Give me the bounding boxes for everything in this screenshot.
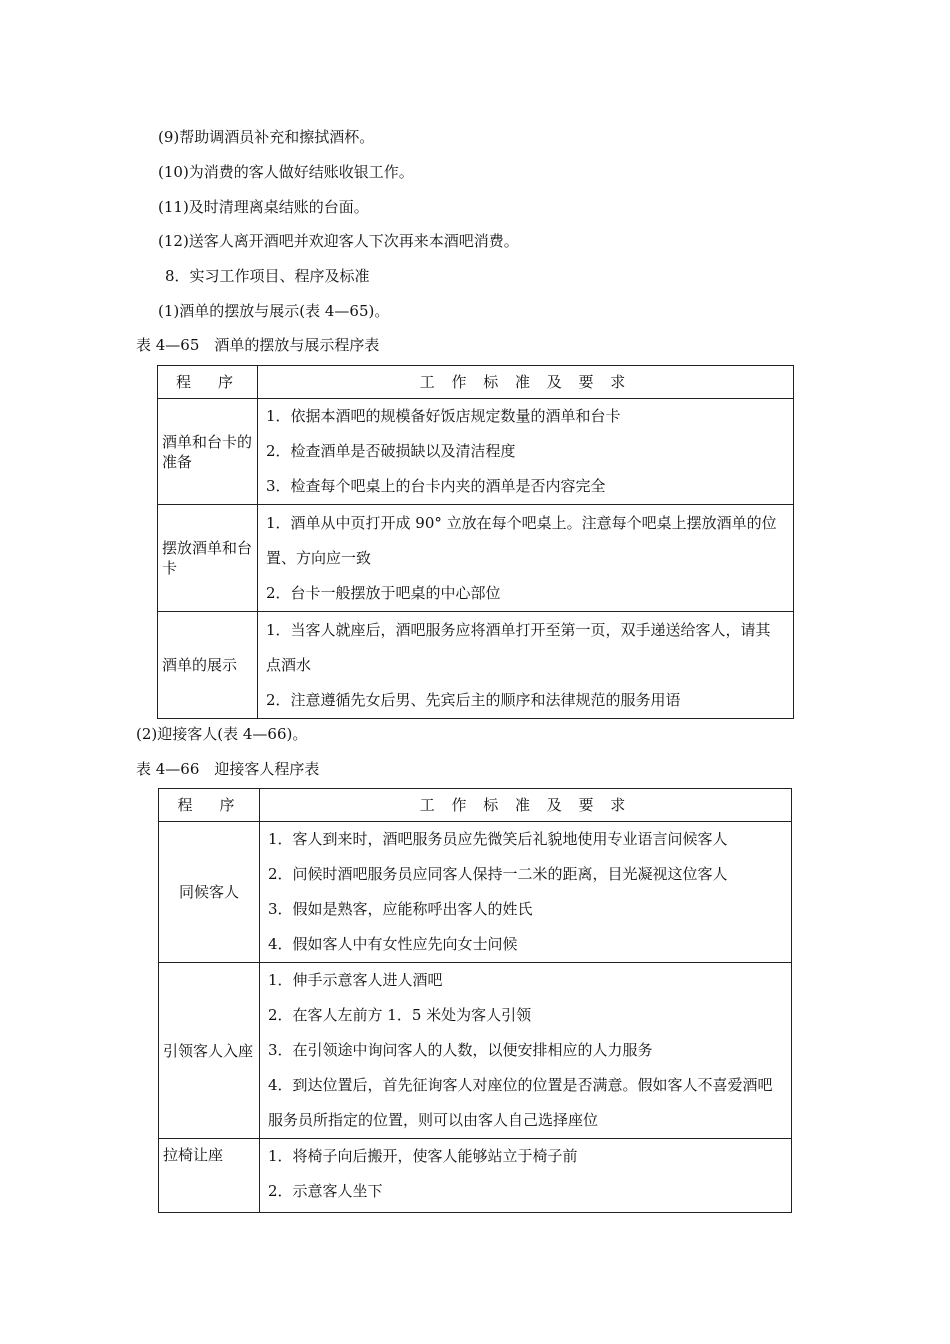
header-standard: 工 作 标 准 及 要 求 xyxy=(260,789,792,822)
standard-item: 4．假如客人中有女性应先向女士问候 xyxy=(268,935,518,953)
table2-caption: 表 4—66 迎接客人程序表 xyxy=(136,760,320,778)
standard-item: 3．假如是熟客，应能称呼出客人的姓氏 xyxy=(268,900,533,918)
standard-item: 1．当客人就座后，酒吧服务应将酒单打开至第一页，双手递送给客人，请其点酒水 xyxy=(266,620,771,674)
table-header-row xyxy=(159,789,792,822)
table-row xyxy=(158,612,794,719)
step-cell: 酒单的展示 xyxy=(158,612,258,719)
standard-item: 3．在引领途中询问客人的人数，以便安排相应的人力服务 xyxy=(268,1041,653,1059)
table-4-66 xyxy=(158,788,792,1213)
step-cell: 摆放酒单和台卡 xyxy=(158,505,258,612)
step-cell: 拉椅让座 xyxy=(159,1139,260,1213)
standards-cell xyxy=(260,1139,792,1213)
standard-item: 1．伸手示意客人进人酒吧 xyxy=(268,971,443,989)
paragraph-11: (11)及时清理离桌结账的台面。 xyxy=(158,198,369,216)
standards-cell xyxy=(258,399,794,505)
standards-cell xyxy=(260,963,792,1139)
standard-item: 1．客人到来时，酒吧服务员应先微笑后礼貌地使用专业语言问候客人 xyxy=(268,830,728,848)
step-cell: 引领客人入座 xyxy=(159,963,260,1139)
step-cell: 同候客人 xyxy=(159,822,260,963)
header-standard: 工 作 标 准 及 要 求 xyxy=(258,366,794,399)
standard-item: 2．问候时酒吧服务员应同客人保持一二米的距离，目光凝视这位客人 xyxy=(268,865,728,883)
header-step: 程 序 xyxy=(159,789,260,822)
step-cell: 酒单和台卡的准备 xyxy=(158,399,258,505)
subsection-1: (1)酒单的摆放与展示(表 4—65)。 xyxy=(158,302,390,320)
standards-cell xyxy=(258,612,794,719)
standard-item: 1．将椅子向后搬开，使客人能够站立于椅子前 xyxy=(268,1147,578,1165)
table-row xyxy=(159,1139,792,1213)
table-row xyxy=(158,505,794,612)
standard-item: 3．检查每个吧桌上的台卡内夹的酒单是否内容完全 xyxy=(266,477,606,495)
header-step: 程 序 xyxy=(158,366,258,399)
standard-item: 1．酒单从中页打开成 90° 立放在每个吧桌上。注意每个吧桌上摆放酒单的位置、方向应一致 xyxy=(266,513,777,567)
section-heading: 8．实习工作项目、程序及标准 xyxy=(165,267,370,285)
standards-cell xyxy=(260,822,792,963)
table-row xyxy=(159,963,792,1139)
standard-item: 2．注意遵循先女后男、先宾后主的顺序和法律规范的服务用语 xyxy=(266,690,681,709)
standard-item: 2．检查酒单是否破损缺以及清洁程度 xyxy=(266,442,516,460)
paragraph-12: (12)送客人离开酒吧并欢迎客人下次再来本酒吧消费。 xyxy=(158,232,519,250)
subsection-2: (2)迎接客人(表 4—66)。 xyxy=(136,725,308,743)
table-row xyxy=(158,399,794,505)
paragraph-10: (10)为消费的客人做好结账收银工作。 xyxy=(158,163,414,181)
table-4-65 xyxy=(157,365,794,719)
standard-item: 1．依据本酒吧的规模备好饭店规定数量的酒单和台卡 xyxy=(266,407,621,425)
standard-item: 2．台卡一般摆放于吧桌的中心部位 xyxy=(266,583,501,602)
standards-cell xyxy=(258,505,794,612)
table-row xyxy=(159,822,792,963)
standard-item: 2．示意客人坐下 xyxy=(268,1182,383,1200)
table1-caption: 表 4—65 酒单的摆放与展示程序表 xyxy=(136,336,380,354)
paragraph-9: (9)帮助调酒员补充和擦拭酒杯。 xyxy=(158,128,375,146)
table-header-row xyxy=(158,366,794,399)
standard-item: 2．在客人左前方 1．5 米处为客人引领 xyxy=(268,1006,532,1024)
standard-item: 4．到达位置后，首先征询客人对座位的位置是否满意。假如客人不喜爱酒吧服务员所指定的位置，则可以由客人自己选择座位 xyxy=(268,1076,773,1129)
